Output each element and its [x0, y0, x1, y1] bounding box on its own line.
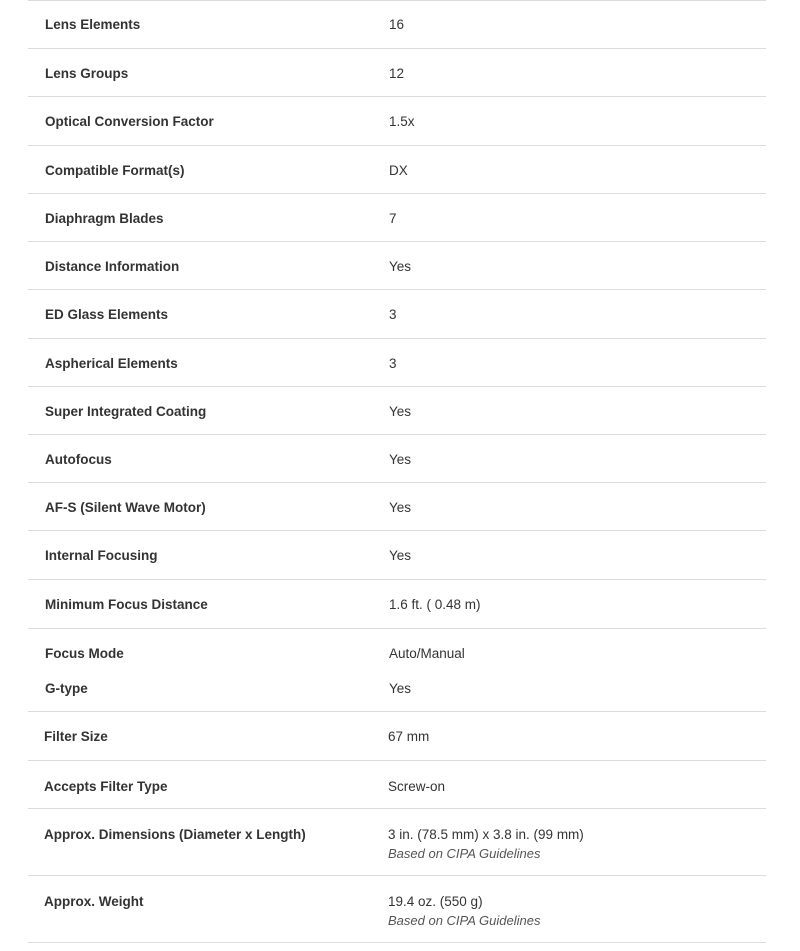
spec-label: Aspherical Elements — [45, 356, 178, 371]
spec-note: Based on CIPA Guidelines — [388, 913, 541, 928]
spec-value: Yes — [389, 500, 412, 515]
spec-row-autofocus — [28, 435, 766, 483]
spec-label: AF-S (Silent Wave Motor) — [45, 500, 206, 515]
spec-label: Approx. Dimensions (Diameter x Length) — [44, 827, 306, 842]
spec-value: 7 — [389, 211, 397, 226]
spec-label: Approx. Weight — [44, 894, 144, 909]
spec-row-approx-dimensions — [28, 809, 766, 876]
spec-value: 3 — [389, 307, 397, 322]
spec-value: Screw-on — [388, 779, 446, 794]
spec-value: Yes — [389, 452, 412, 467]
spec-row-approx-weight — [28, 876, 766, 943]
spec-row-accepts-filter-type — [28, 761, 766, 809]
spec-row-diaphragm-blades — [28, 194, 766, 242]
spec-value: Yes — [389, 259, 412, 274]
spec-row-distance-information — [28, 242, 766, 290]
spec-value: Auto/Manual — [389, 646, 465, 661]
spec-row-filter-size — [28, 712, 766, 761]
spec-label: Lens Elements — [45, 17, 141, 32]
spec-note: Based on CIPA Guidelines — [388, 846, 541, 861]
spec-label: Filter Size — [44, 729, 108, 744]
spec-row-compatible-formats — [28, 146, 766, 194]
spec-value-text: 19.4 oz. (550 g) — [388, 894, 483, 909]
spec-row-aspherical-elements — [28, 339, 766, 387]
spec-label: Accepts Filter Type — [44, 779, 168, 794]
spec-label: Compatible Format(s) — [45, 163, 185, 178]
spec-label: Lens Groups — [45, 66, 129, 81]
spec-label: Distance Information — [45, 259, 180, 274]
spec-label: Focus Mode — [45, 646, 124, 661]
spec-row-internal-focusing — [28, 531, 766, 580]
spec-row-lens-elements — [28, 0, 766, 49]
spec-label: Diaphragm Blades — [45, 211, 164, 226]
spec-row-ed-glass-elements — [28, 290, 766, 339]
spec-value: 12 — [389, 66, 405, 81]
spec-value: 67 mm — [388, 729, 430, 744]
spec-label: Autofocus — [45, 452, 112, 467]
spec-label: Minimum Focus Distance — [45, 597, 208, 612]
spec-row-minimum-focus-distance — [28, 580, 766, 629]
spec-label: Super Integrated Coating — [45, 404, 207, 419]
spec-value: Yes — [389, 548, 412, 563]
spec-value: 1.6 ft. ( 0.48 m) — [389, 597, 481, 612]
spec-value-text: 3 in. (78.5 mm) x 3.8 in. (99 mm) — [388, 827, 584, 842]
spec-label: Optical Conversion Factor — [45, 114, 214, 129]
specifications-table — [28, 0, 766, 943]
spec-label: ED Glass Elements — [45, 307, 169, 322]
spec-value: Yes — [389, 681, 412, 696]
spec-value — [388, 827, 584, 861]
spec-value: 16 — [389, 17, 405, 32]
spec-value: 1.5x — [389, 114, 415, 129]
spec-value: Yes — [389, 404, 412, 419]
spec-value: DX — [389, 163, 408, 178]
spec-value: 3 — [389, 356, 397, 371]
spec-value — [388, 894, 540, 928]
spec-row-focus-mode-g-type — [28, 629, 766, 712]
spec-row-af-s-silent-wave-motor — [28, 483, 766, 531]
spec-row-optical-conversion-factor — [28, 97, 766, 146]
spec-label: G-type — [45, 681, 88, 696]
spec-row-super-integrated-coating — [28, 387, 766, 435]
spec-row-lens-groups — [28, 49, 766, 97]
spec-label: Internal Focusing — [45, 548, 158, 563]
